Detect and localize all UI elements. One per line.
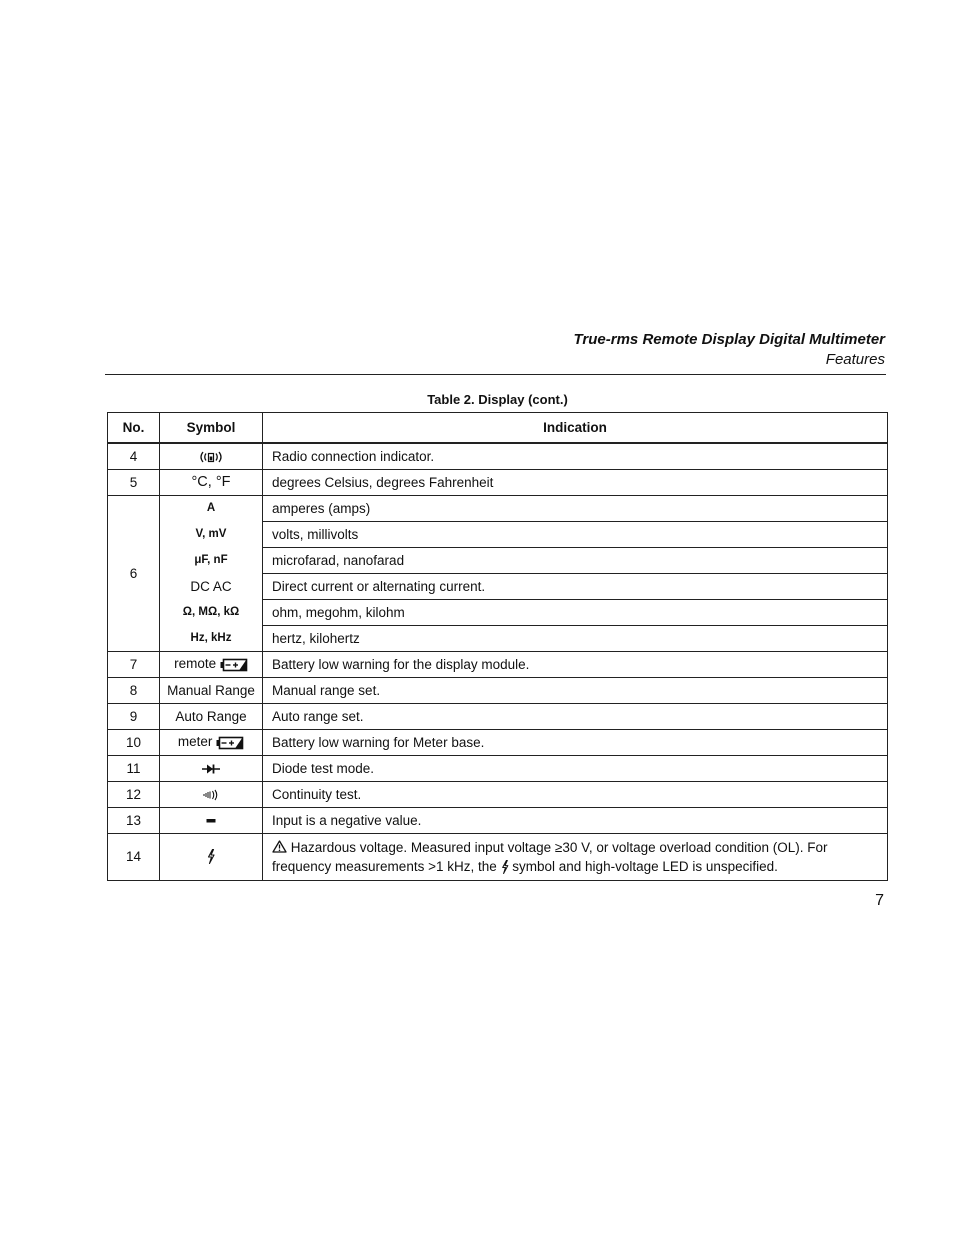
row-indication: Direct current or alternating current. [263, 573, 888, 599]
row-indication: Continuity test. [263, 781, 888, 807]
table-subrow [108, 573, 888, 599]
display-table [107, 412, 888, 881]
row-number: 9 [108, 703, 160, 729]
lightning-bolt-icon [207, 849, 215, 864]
warning-triangle-icon [272, 840, 287, 853]
running-header-subtitle: Features [825, 351, 885, 368]
row-symbol [160, 781, 263, 807]
row-indication: Battery low warning for Meter base. [263, 729, 888, 755]
indication-text: frequency measurements >1 kHz, the [272, 858, 497, 874]
row-symbol [160, 443, 263, 469]
symbol-label: remote [174, 656, 217, 672]
row-symbol: °C, °F [160, 469, 263, 495]
row-indication: volts, millivolts [263, 521, 888, 547]
table-subrow [108, 599, 888, 625]
table-row [108, 755, 888, 781]
row-symbol: A [160, 495, 263, 521]
row-symbol: Auto Range [160, 703, 263, 729]
table-subrow [108, 547, 888, 573]
indication-line [272, 857, 877, 876]
table-caption: Table 2. Display (cont.) [427, 392, 568, 407]
row-symbol: Manual Range [160, 677, 263, 703]
radio-connection-icon [198, 450, 224, 464]
row-indication: Radio connection indicator. [263, 443, 888, 469]
row-indication [263, 833, 888, 880]
table-header-row [108, 413, 888, 444]
row-number: 13 [108, 807, 160, 833]
diode-icon [202, 763, 220, 775]
row-indication: ohm, megohm, kilohm [263, 599, 888, 625]
row-indication: Diode test mode. [263, 755, 888, 781]
row-symbol: μF, nF [160, 547, 263, 573]
table-row [108, 729, 888, 755]
row-symbol: Ω, MΩ, kΩ [160, 599, 263, 625]
battery-low-icon [220, 658, 248, 672]
table-row [108, 703, 888, 729]
table-subrow [108, 521, 888, 547]
row-symbol: DC AC [160, 573, 263, 599]
row-number: 7 [108, 651, 160, 677]
table-row [108, 833, 888, 880]
row-indication: Manual range set. [263, 677, 888, 703]
row-number: 10 [108, 729, 160, 755]
row-number: 6 [108, 495, 160, 651]
minus-sign-icon [205, 816, 217, 826]
row-symbol [160, 729, 263, 755]
column-header-indication: Indication [263, 413, 888, 444]
battery-low-icon [216, 736, 244, 750]
running-header-title: True-rms Remote Display Digital Multimeter [573, 331, 885, 348]
row-indication: Auto range set. [263, 703, 888, 729]
table-subrow [108, 625, 888, 651]
row-symbol [160, 755, 263, 781]
indication-text: Hazardous voltage. Measured input voltage ≥30 V, or voltage overload condition (OL). For [290, 839, 828, 855]
table-row [108, 443, 888, 469]
symbol-label: meter [177, 734, 213, 750]
row-symbol [160, 833, 263, 880]
continuity-icon [203, 789, 219, 801]
column-header-no: No. [108, 413, 160, 444]
table-row [108, 651, 888, 677]
row-number: 11 [108, 755, 160, 781]
row-indication: Battery low warning for the display module. [263, 651, 888, 677]
table-row [108, 807, 888, 833]
lightning-bolt-icon [501, 860, 509, 874]
row-symbol [160, 651, 263, 677]
row-number: 5 [108, 469, 160, 495]
row-symbol: V, mV [160, 521, 263, 547]
row-symbol [160, 807, 263, 833]
column-header-symbol: Symbol [160, 413, 263, 444]
row-indication: Input is a negative value. [263, 807, 888, 833]
row-number: 14 [108, 833, 160, 880]
row-number: 4 [108, 443, 160, 469]
row-indication: hertz, kilohertz [263, 625, 888, 651]
table-row [108, 469, 888, 495]
row-indication: amperes (amps) [263, 495, 888, 521]
table-row [108, 677, 888, 703]
row-number: 8 [108, 677, 160, 703]
header-rule [105, 374, 886, 375]
table-row [108, 495, 888, 521]
row-indication: microfarad, nanofarad [263, 547, 888, 573]
indication-text: symbol and high-voltage LED is unspecified. [512, 858, 778, 874]
row-number: 12 [108, 781, 160, 807]
row-symbol: Hz, kHz [160, 625, 263, 651]
indication-line [272, 838, 877, 857]
row-indication: degrees Celsius, degrees Fahrenheit [263, 469, 888, 495]
table-row [108, 781, 888, 807]
page-number: 7 [875, 892, 884, 909]
